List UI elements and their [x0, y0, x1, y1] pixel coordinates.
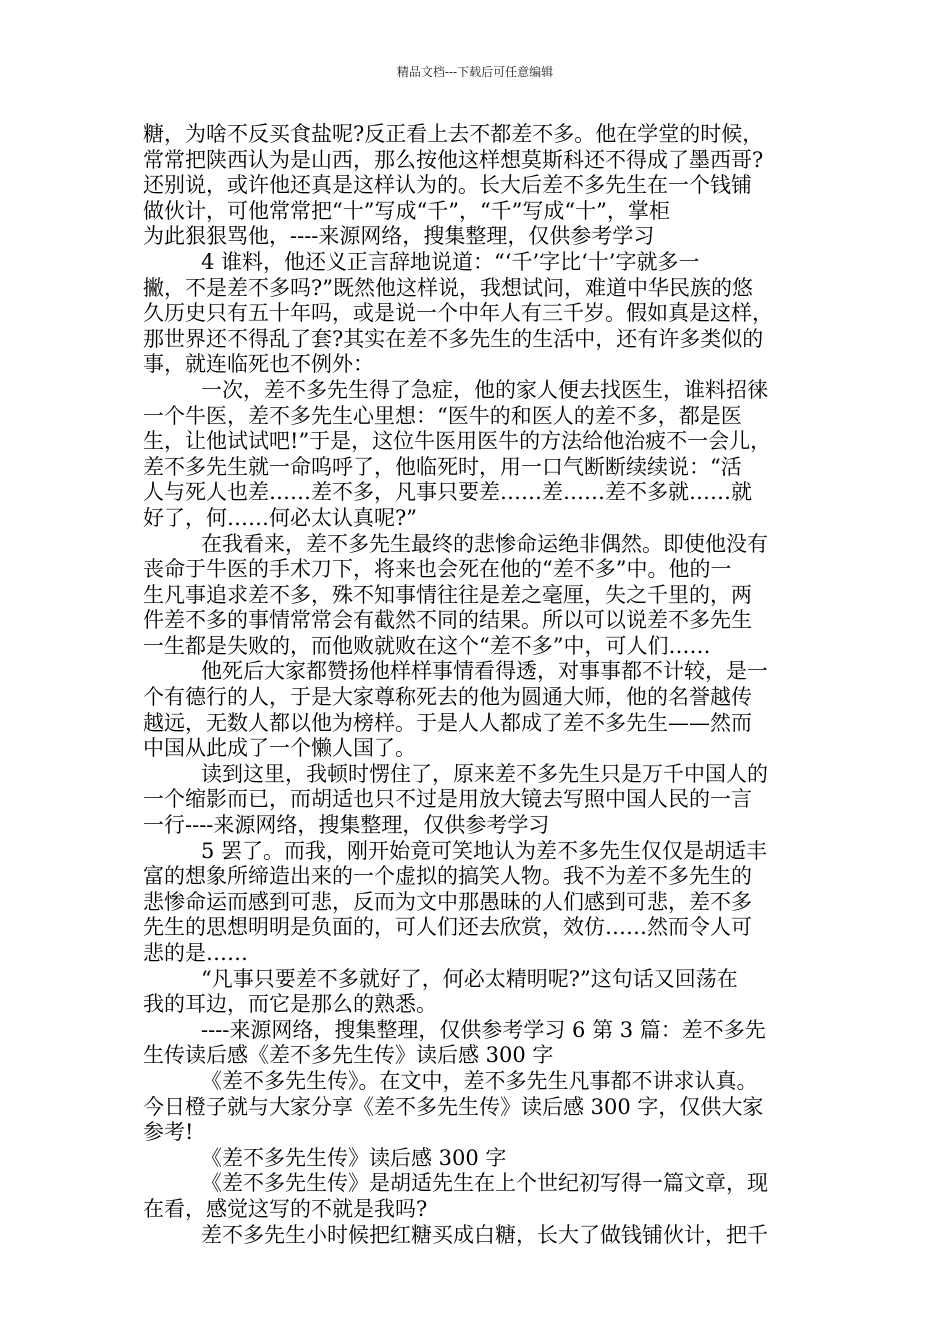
text-line: “凡事只要差不多就好了，何必太精明呢?”这句话又回荡在	[201, 966, 738, 991]
text-line: 参考!	[143, 1120, 194, 1145]
text-line: 生凡事追求差不多，殊不知事情往往是差之毫厘，失之千里的，两	[143, 582, 752, 607]
text-line: 一行----来源网络，搜集整理，仅供参考学习	[143, 813, 550, 838]
text-line: 我的耳边，而它是那么的熟悉。	[143, 992, 437, 1017]
text-line: 生，让他试试吧!”于是，这位牛医用医牛的方法给他治疲不一会儿，	[143, 429, 772, 454]
text-line: 4 谁料，他还义正言辞地说道：“‘千’字比‘十’字就多一	[201, 249, 700, 274]
text-line: 他死后大家都赞扬他样样事情看得透，对事事都不计较，是一	[201, 659, 768, 684]
text-line: 读到这里，我顿时愣住了，原来差不多先生只是万千中国人的	[201, 761, 768, 786]
text-line: 今日橙子就与大家分享《差不多先生传》读后感 300 字，仅供大家	[143, 1094, 764, 1119]
text-line: 糖，为啥不反买食盐呢?反正看上去不都差不多。他在学堂的时候，	[143, 122, 764, 146]
text-line: 撇，不是差不多吗?”既然他这样说，我想试问，难道中华民族的悠	[143, 275, 753, 300]
text-line: 先生的思想明明是负面的，可人们还去欣赏，效仿……然而令人可	[143, 915, 752, 940]
text-line: 久历史只有五十年吗，或是说一个中年人有三千岁。假如真是这样，	[143, 301, 773, 326]
text-line: 一次，差不多先生得了急症，他的家人便去找医生，谁料招徕	[201, 377, 768, 402]
text-line: 为此狠狠骂他，----来源网络，搜集整理，仅供参考学习	[143, 224, 655, 249]
text-line: 还别说，或许他还真是这样认为的。长大后差不多先生在一个钱铺	[143, 173, 752, 198]
document-body	[143, 122, 808, 1248]
text-line: 《差不多先生传》读后感 300 字	[201, 1145, 507, 1170]
text-line: 在我看来，差不多先生最终的悲惨命运绝非偶然。即使他没有	[201, 531, 768, 556]
text-line: 差不多先生小时候把红糖买成白糖，长大了做钱铺伙计，把千	[201, 1222, 768, 1247]
text-line: 《差不多先生传》。在文中，差不多先生凡事都不讲求认真。	[201, 1068, 758, 1093]
text-line: 那世界还不得乱了套?其实在差不多先生的生活中，还有许多类似的	[143, 326, 764, 351]
text-line: 悲惨命运而感到可悲，反而为文中那愚昧的人们感到可悲，差不多	[143, 889, 752, 914]
text-line: 《差不多先生传》是胡适先生在上个世纪初写得一篇文章，现	[201, 1171, 768, 1196]
text-line: 一个牛医，差不多先生心里想：“医牛的和医人的差不多，都是医	[143, 403, 742, 428]
text-line: 中国从此成了一个懒人国了。	[143, 736, 416, 761]
text-line: 一生都是失败的，而他败就败在这个“差不多”中，可人们……	[143, 633, 711, 658]
text-line: 人与死人也差……差不多，凡事只要差……差……差不多就……就	[143, 480, 752, 505]
text-line: 一个缩影而已，而胡适也只不过是用放大镜去写照中国人民的一言	[143, 787, 752, 812]
page-header: 精品文档---下载后可任意编辑	[396, 65, 554, 79]
text-line: 常常把陕西认为是山西，那么按他这样想莫斯科还不得成了墨西哥?	[143, 147, 764, 172]
text-line: 个有德行的人，于是大家尊称死去的他为圆通大师，他的名誉越传	[143, 685, 752, 710]
text-line: 做伙计，可他常常把“十”写成“千”，“千”写成“十”，掌柜	[143, 198, 670, 223]
text-line: 5 罢了。而我，刚开始竟可笑地认为差不多先生仅仅是胡适丰	[201, 838, 768, 863]
text-line: 好了，何……何必太认真呢?”	[143, 505, 417, 530]
text-line: 丧命于牛医的手术刀下，将来也会死在他的“差不多”中。他的一	[143, 557, 732, 582]
text-line: 富的想象所缔造出来的一个虚拟的搞笑人物。我不为差不多先生的	[143, 864, 752, 889]
text-line: 悲的是……	[143, 941, 248, 965]
text-line: 件差不多的事情常常会有截然不同的结果。所以可以说差不多先生	[143, 608, 752, 633]
text-line: 在看，感觉这写的不就是我吗?	[143, 1196, 428, 1221]
text-line: 越远，无数人都以他为榜样。于是人人都成了差不多先生——然而	[143, 710, 752, 735]
text-line: 生传读后感《差不多先生传》读后感 300 字	[143, 1043, 554, 1068]
text-line: ----来源网络，搜集整理，仅供参考学习 6 第 3 篇：差不多先	[201, 1017, 766, 1042]
text-line: 差不多先生就一命呜呼了，他临死时，用一口气断断续续说：“活	[143, 454, 742, 479]
text-line: 事，就连临死也不例外：	[143, 352, 374, 377]
